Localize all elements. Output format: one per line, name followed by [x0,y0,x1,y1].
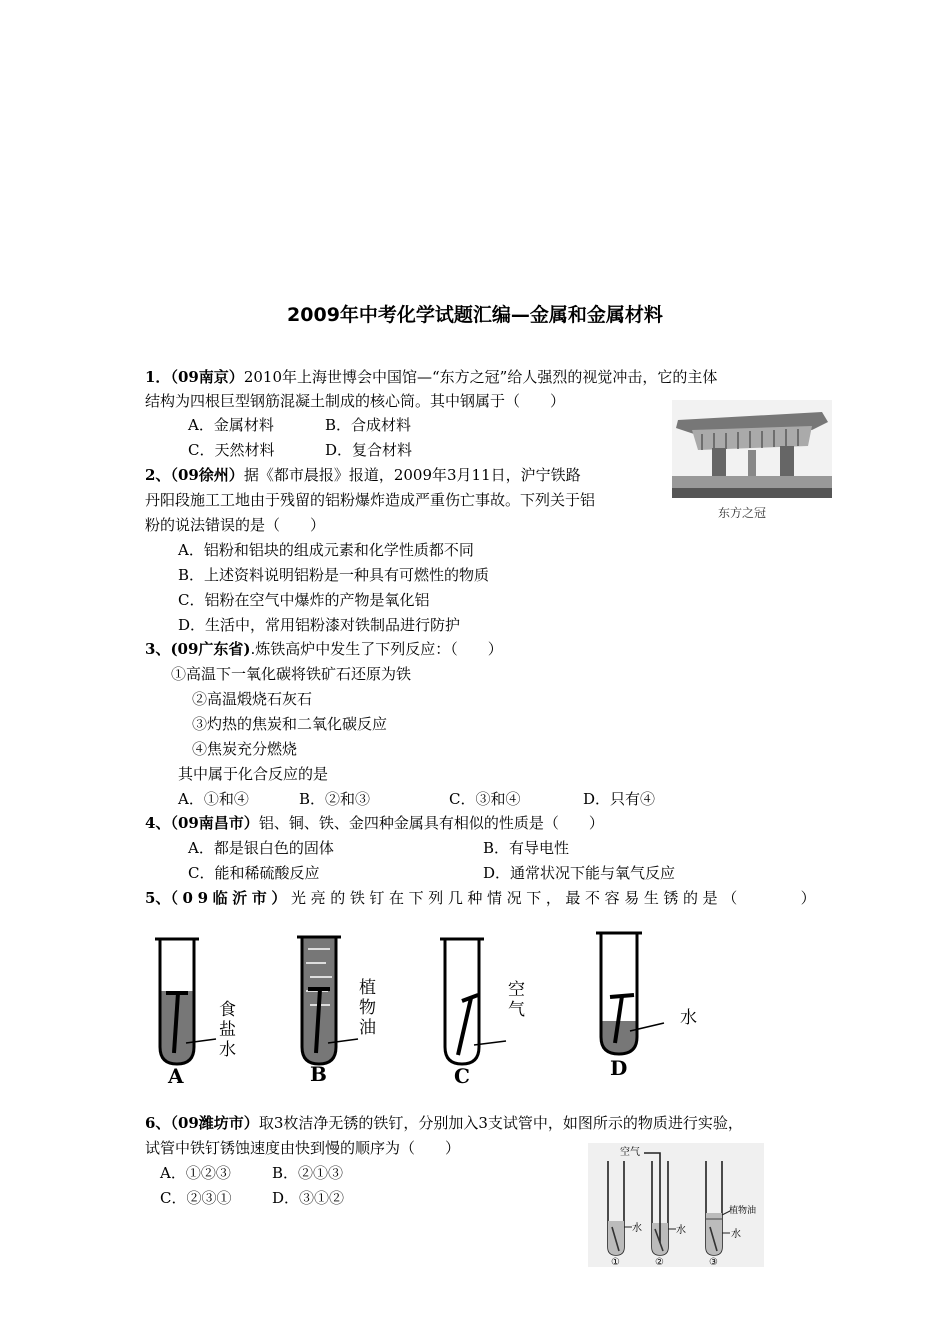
fig-number-3: ③ [709,1257,718,1267]
q3-reaction-3: ③灼热的焦炭和二氧化碳反应 [192,715,388,733]
q6-stem-line2: 试管中铁钉锈蚀速度由快到慢的顺序为（ ） [145,1139,461,1157]
q4-option-b: B．有导电性 [483,839,570,857]
q4-option-d: D．通常状况下能与氧气反应 [483,864,676,882]
q2-option-b: B．上述资料说明铝粉是一种具有可燃性的物质 [178,566,490,584]
q1-option-b: B．合成材料 [325,416,412,434]
q4-source: （09南昌市） [170,814,259,832]
fig-number-2: ② [655,1257,664,1267]
q2-stem-line3: 粉的说法错误的是（ ） [145,516,326,534]
q2-stem-line2: 丹阳段施工工地由于残留的铝粉爆炸造成严重伤亡事故。下列关于铝 [145,491,596,509]
q4-option-a: A．都是银白色的固体 [188,839,334,857]
q6-stem-text1: 取3枚洁净无锈的铁钉，分别加入3支试管中，如图所示的物质进行实验， [258,1114,743,1132]
q3-number: 3、 [145,640,171,658]
q6-number: 6、 [145,1114,171,1132]
q2-source: （09徐州） [170,466,244,484]
fig-air-label: 空气 [620,1147,640,1158]
q2-option-c: C．铝粉在空气中爆炸的产物是氧化铝 [178,591,430,609]
q5-source: （09临沂市） [170,889,292,907]
q1-stem-line1 [145,366,717,388]
tube-c [440,939,525,1087]
fig-oil-label: 植物油 [729,1206,757,1216]
tube-b-label-1: 植 [359,978,376,998]
q1-option-d: D．复合材料 [325,441,413,459]
q6-option-c: C．②③① [160,1189,232,1207]
q1-option-a: A．金属材料 [188,416,274,434]
fig-water-label-2: 水 [676,1225,686,1236]
tube-b-letter: B [310,1062,327,1086]
q6-experiment-figure [588,1143,764,1267]
tube-c-label-1: 空 [508,980,525,1000]
q4-option-c: C．能和稀硫酸反应 [188,864,320,882]
tube-b [297,937,376,1086]
q5-stem-text: 光亮的铁钉在下列几种情况下，最不容易生锈的是（ ） [291,889,821,907]
photo-caption: 东方之冠 [718,506,767,520]
tube-a-label-2: 盐 [219,1020,236,1040]
tube-a-letter: A [168,1064,184,1087]
q4-number: 4、 [145,814,171,832]
china-pavilion-photo [672,400,832,498]
q1-option-c: C．天然材料 [188,441,275,459]
q3-stem-line [145,638,503,660]
q4-stem-text: 铝、铜、铁、金四种金属具有相似的性质是（ ） [258,814,604,832]
tube-a [155,939,236,1087]
q3-option-d: D．只有④ [583,790,656,808]
q3-ask: 其中属于化合反应的是 [178,765,329,783]
q2-option-a: A．铝粉和铝块的组成元素和化学性质都不同 [178,541,474,559]
q3-reaction-1: ①高温下一氧化碳将铁矿石还原为铁 [171,665,412,683]
q2-stem-line1 [145,464,581,486]
q1-stem-text1: 2010年上海世博会中国馆—“东方之冠”给人强烈的视觉冲击，它的主体 [243,368,718,386]
fig-water-label-1: 水 [632,1223,642,1234]
page-title: 2009年中考化学试题汇编—金属和金属材料 [287,304,663,326]
tube-c-label-2: 气 [508,1000,525,1020]
q2-option-d: D．生活中，常用铝粉漆对铁制品进行防护 [178,616,461,634]
q6-stem-line1 [145,1112,743,1134]
q3-reaction-2: ②高温煅烧石灰石 [192,690,313,708]
q6-option-d: D．③①② [272,1189,345,1207]
tube-a-label-3: 水 [219,1040,236,1060]
q6-option-a: A．①②③ [160,1164,231,1182]
q3-reaction-4: ④焦炭充分燃烧 [192,740,298,758]
tube-a-label-1: 食 [219,1000,236,1020]
q3-option-c: C．③和④ [449,790,521,808]
q1-number: 1． [145,368,171,386]
q1-source: （09南京） [170,368,244,386]
q4-stem-line [145,812,604,834]
fig-number-1: ① [611,1257,620,1267]
q2-stem-text1: 据《都市晨报》报道，2009年3月11日，沪宁铁路 [243,466,581,484]
tube-d [596,933,697,1080]
q3-source: (09广东省) [170,640,251,658]
q5-test-tube-figure [140,925,720,1087]
tube-d-letter: D [610,1056,628,1080]
q3-option-b: B．②和③ [299,790,371,808]
q6-source: （09潍坊市） [170,1114,259,1132]
q5-number: 5、 [145,889,171,907]
q5-stem-line [145,887,820,909]
q3-option-a: A．①和④ [178,790,249,808]
fig-water-label-3: 水 [731,1229,741,1240]
tube-d-label-1: 水 [680,1008,697,1028]
tube-b-label-3: 油 [359,1018,376,1038]
q3-stem-text: .炼铁高炉中发生了下列反应：（ ） [250,640,503,658]
q6-option-b: B．②①③ [272,1164,344,1182]
tube-b-label-2: 物 [359,998,376,1018]
tube-c-letter: C [454,1064,470,1087]
q1-stem-line2: 结构为四根巨型钢筋混凝土制成的核心筒。其中钢属于（ ） [145,392,566,410]
q2-number: 2、 [145,466,171,484]
